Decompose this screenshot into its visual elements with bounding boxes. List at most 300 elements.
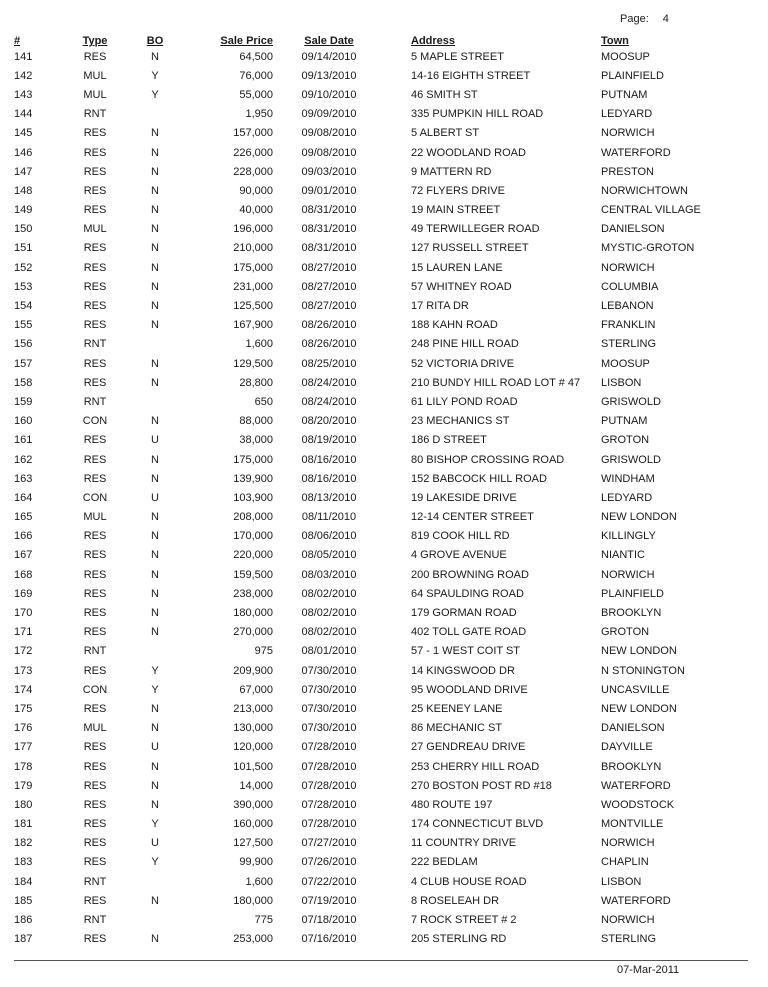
- cell-type: RES: [83, 434, 107, 447]
- cell-type: RES: [83, 894, 107, 907]
- cell-sale-price: 208,000: [233, 511, 273, 524]
- cell-bo: [140, 335, 170, 354]
- cell-number: 157: [14, 357, 33, 370]
- column-spacer: [385, 258, 411, 277]
- cell-address: 188 KAHN ROAD: [411, 319, 498, 332]
- cell-bo: N: [151, 702, 159, 715]
- cell-type: RES: [83, 300, 107, 313]
- cell-town: N STONINGTON: [601, 664, 685, 677]
- column-spacer: [385, 872, 411, 891]
- table-row: [14, 853, 761, 872]
- cell-sale-price: 390,000: [233, 798, 273, 811]
- cell-address: 49 TERWILLEGER ROAD: [411, 223, 540, 236]
- cell-address: 7 ROCK STREET # 2: [411, 914, 517, 927]
- cell-address: 14-16 EIGHTH STREET: [411, 69, 531, 82]
- table-row: [14, 738, 761, 757]
- cell-number: 146: [14, 146, 33, 159]
- cell-address: 80 BISHOP CROSSING ROAD: [411, 453, 565, 466]
- table-row: [14, 239, 761, 258]
- table-row: [14, 66, 761, 85]
- cell-type: RES: [83, 664, 107, 677]
- cell-town: DANIELSON: [601, 722, 665, 735]
- cell-sale-price: 76,000: [239, 69, 273, 82]
- cell-number: 148: [14, 184, 33, 197]
- cell-bo: N: [151, 261, 159, 274]
- cell-sale-date: 08/31/2010: [301, 223, 357, 236]
- cell-sale-price: 213,000: [233, 702, 273, 715]
- column-spacer: [385, 335, 411, 354]
- column-spacer: [385, 143, 411, 162]
- cell-address: 86 MECHANIC ST: [411, 722, 503, 735]
- cell-number: 170: [14, 607, 33, 620]
- cell-address: 205 STERLING RD: [411, 933, 507, 946]
- cell-bo: Y: [151, 683, 159, 696]
- cell-type: RES: [83, 856, 107, 869]
- table-row: [14, 565, 761, 584]
- cell-address: 270 BOSTON POST RD #18: [411, 779, 552, 792]
- cell-number: 159: [14, 395, 33, 408]
- cell-bo: N: [151, 127, 159, 140]
- cell-sale-date: 08/11/2010: [301, 511, 357, 524]
- cell-sale-price: 167,900: [233, 319, 273, 332]
- cell-sale-price: 175,000: [233, 453, 273, 466]
- cell-address: 402 TOLL GATE ROAD: [411, 626, 527, 639]
- cell-bo: N: [151, 280, 159, 293]
- cell-number: 173: [14, 664, 33, 677]
- cell-sale-price: 38,000: [239, 434, 273, 447]
- column-spacer: [385, 469, 411, 488]
- cell-type: RNT: [83, 875, 107, 888]
- cell-bo: N: [151, 568, 159, 581]
- cell-sale-date: 07/26/2010: [301, 856, 357, 869]
- cell-sale-price: 253,000: [233, 933, 273, 946]
- cell-sale-date: 09/01/2010: [301, 184, 357, 197]
- cell-town: NORWICH: [601, 914, 655, 927]
- cell-number: 171: [14, 626, 33, 639]
- cell-address: 23 MECHANICS ST: [411, 415, 510, 428]
- cell-number: 167: [14, 549, 33, 562]
- cell-address: 52 VICTORIA DRIVE: [411, 357, 515, 370]
- cell-number: 144: [14, 108, 33, 121]
- cell-sale-date: 08/13/2010: [301, 491, 357, 504]
- cell-town: MOOSUP: [601, 50, 650, 63]
- col-header-address: Address: [411, 35, 456, 47]
- cell-bo: N: [151, 530, 159, 543]
- cell-bo: [140, 910, 170, 929]
- cell-type: RES: [83, 165, 107, 178]
- cell-sale-price: 101,500: [233, 760, 273, 773]
- cell-address: 200 BROWNING ROAD: [411, 568, 529, 581]
- cell-sale-date: 07/30/2010: [301, 722, 357, 735]
- page-number-label: [620, 13, 669, 25]
- cell-number: 179: [14, 779, 33, 792]
- cell-address: 4 GROVE AVENUE: [411, 549, 507, 562]
- cell-address: 15 LAUREN LANE: [411, 261, 503, 274]
- cell-sale-price: 67,000: [239, 683, 273, 696]
- cell-sale-price: 175,000: [233, 261, 273, 274]
- cell-number: 143: [14, 88, 33, 101]
- cell-type: MUL: [83, 511, 107, 524]
- table-row: [14, 354, 761, 373]
- cell-type: RNT: [83, 108, 107, 121]
- cell-type: RES: [83, 779, 107, 792]
- cell-address: 152 BABCOCK HILL ROAD: [411, 472, 547, 485]
- cell-bo: [140, 392, 170, 411]
- cell-town: BROOKLYN: [601, 607, 662, 620]
- col-header-sale-date: Sale Date: [304, 35, 354, 47]
- table-row: [14, 335, 761, 354]
- cell-town: UNCASVILLE: [601, 683, 670, 696]
- cell-town: COLUMBIA: [601, 280, 659, 293]
- cell-address: 19 LAKESIDE DRIVE: [411, 491, 517, 504]
- cell-sale-date: 07/22/2010: [301, 875, 357, 888]
- table-row: [14, 469, 761, 488]
- cell-type: RES: [83, 760, 107, 773]
- cell-number: 169: [14, 587, 33, 600]
- footer-date: 07-Mar-2011: [617, 964, 680, 976]
- cell-sale-date: 09/08/2010: [301, 146, 357, 159]
- cell-number: 153: [14, 280, 33, 293]
- column-spacer: [385, 834, 411, 853]
- column-spacer: [385, 930, 411, 949]
- cell-sale-price: 226,000: [233, 146, 273, 159]
- cell-town: NORWICH: [601, 127, 655, 140]
- cell-number: 155: [14, 319, 33, 332]
- cell-type: RES: [83, 626, 107, 639]
- cell-type: RES: [83, 146, 107, 159]
- cell-number: 156: [14, 338, 33, 351]
- cell-sale-price: 210,000: [233, 242, 273, 255]
- cell-sale-date: 08/20/2010: [301, 415, 357, 428]
- cell-number: 176: [14, 722, 33, 735]
- column-spacer: [385, 354, 411, 373]
- table-row: [14, 891, 761, 910]
- cell-town: WATERFORD: [601, 894, 671, 907]
- cell-sale-date: 09/14/2010: [301, 50, 357, 63]
- column-spacer: [385, 181, 411, 200]
- cell-type: RES: [83, 357, 107, 370]
- cell-number: 183: [14, 856, 33, 869]
- cell-type: RES: [83, 50, 107, 63]
- cell-address: 12-14 CENTER STREET: [411, 511, 534, 524]
- cell-address: 4 CLUB HOUSE ROAD: [411, 875, 527, 888]
- cell-bo: N: [151, 760, 159, 773]
- cell-sale-price: 180,000: [233, 607, 273, 620]
- cell-number: 147: [14, 165, 33, 178]
- cell-number: 164: [14, 491, 33, 504]
- cell-number: 163: [14, 472, 33, 485]
- col-header-sale-price: Sale Price: [220, 35, 273, 47]
- column-spacer: [385, 508, 411, 527]
- table-row: [14, 47, 761, 66]
- cell-sale-date: 07/30/2010: [301, 664, 357, 677]
- cell-sale-price: 88,000: [239, 415, 273, 428]
- cell-town: DAYVILLE: [601, 741, 653, 754]
- cell-bo: Y: [151, 69, 159, 82]
- cell-type: MUL: [83, 722, 107, 735]
- cell-type: RES: [83, 127, 107, 140]
- table-body: [14, 47, 761, 949]
- cell-town: KILLINGLY: [601, 530, 656, 543]
- cell-bo: U: [151, 741, 159, 754]
- cell-number: 174: [14, 683, 33, 696]
- table-row: [14, 546, 761, 565]
- cell-sale-price: 125,500: [233, 300, 273, 313]
- cell-address: 335 PUMPKIN HILL ROAD: [411, 108, 544, 121]
- column-spacer: [385, 623, 411, 642]
- cell-town: PLAINFIELD: [601, 69, 664, 82]
- cell-town: NEW LONDON: [601, 511, 677, 524]
- cell-bo: N: [151, 184, 159, 197]
- cell-bo: N: [151, 587, 159, 600]
- cell-sale-price: 120,000: [233, 741, 273, 754]
- cell-town: LEBANON: [601, 300, 654, 313]
- cell-town: STERLING: [601, 338, 657, 351]
- cell-sale-price: 231,000: [233, 280, 273, 293]
- cell-type: RES: [83, 242, 107, 255]
- cell-type: CON: [82, 415, 108, 428]
- cell-type: RES: [83, 472, 107, 485]
- cell-sale-date: 07/16/2010: [301, 933, 357, 946]
- cell-sale-price: 196,000: [233, 223, 273, 236]
- cell-town: NORWICH: [601, 261, 655, 274]
- column-spacer: [385, 124, 411, 143]
- cell-sale-price: 64,500: [239, 50, 273, 63]
- cell-sale-price: 28,800: [239, 376, 273, 389]
- cell-type: RNT: [83, 395, 107, 408]
- table-row: [14, 392, 761, 411]
- cell-bo: N: [151, 722, 159, 735]
- cell-bo: N: [151, 146, 159, 159]
- cell-sale-date: 08/03/2010: [301, 568, 357, 581]
- table-row: [14, 680, 761, 699]
- cell-type: RNT: [83, 645, 107, 658]
- cell-number: 180: [14, 798, 33, 811]
- col-header-town: Town: [601, 35, 629, 47]
- cell-type: RES: [83, 261, 107, 274]
- cell-town: LISBON: [601, 376, 642, 389]
- col-header-bo: BO: [146, 35, 164, 47]
- column-spacer: [385, 85, 411, 104]
- cell-bo: N: [151, 165, 159, 178]
- cell-address: 480 ROUTE 197: [411, 798, 493, 811]
- cell-sale-price: 975: [254, 645, 273, 658]
- cell-bo: N: [151, 472, 159, 485]
- table-row: [14, 661, 761, 680]
- cell-address: 179 GORMAN ROAD: [411, 607, 517, 620]
- cell-number: 177: [14, 741, 33, 754]
- cell-type: RES: [83, 530, 107, 543]
- cell-sale-price: 127,500: [233, 837, 273, 850]
- cell-sale-price: 228,000: [233, 165, 273, 178]
- column-spacer: [385, 527, 411, 546]
- cell-number: 185: [14, 894, 33, 907]
- cell-address: 22 WOODLAND ROAD: [411, 146, 526, 159]
- column-spacer: [385, 757, 411, 776]
- cell-sale-date: 07/28/2010: [301, 779, 357, 792]
- cell-number: 168: [14, 568, 33, 581]
- cell-town: NEW LONDON: [601, 702, 677, 715]
- column-spacer: [385, 776, 411, 795]
- cell-bo: Y: [151, 818, 159, 831]
- cell-sale-date: 09/08/2010: [301, 127, 357, 140]
- cell-type: RES: [83, 549, 107, 562]
- column-spacer: [385, 431, 411, 450]
- column-spacer: [385, 373, 411, 392]
- cell-bo: Y: [151, 856, 159, 869]
- cell-address: 127 RUSSELL STREET: [411, 242, 529, 255]
- cell-bo: U: [151, 491, 159, 504]
- cell-number: 158: [14, 376, 33, 389]
- column-spacer: [385, 910, 411, 929]
- cell-town: LEDYARD: [601, 491, 653, 504]
- table-row: [14, 124, 761, 143]
- cell-sale-date: 07/30/2010: [301, 683, 357, 696]
- cell-number: 181: [14, 818, 33, 831]
- table-row: [14, 316, 761, 335]
- cell-address: 819 COOK HILL RD: [411, 530, 510, 543]
- cell-sale-price: 1,950: [245, 108, 273, 121]
- cell-town: GROTON: [601, 434, 650, 447]
- column-spacer: [385, 815, 411, 834]
- table-row: [14, 296, 761, 315]
- cell-town: NEW LONDON: [601, 645, 677, 658]
- cell-type: RES: [83, 933, 107, 946]
- cell-type: RES: [83, 837, 107, 850]
- table-row: [14, 277, 761, 296]
- cell-number: 165: [14, 511, 33, 524]
- cell-number: 184: [14, 875, 33, 888]
- cell-type: RES: [83, 568, 107, 581]
- cell-town: PLAINFIELD: [601, 587, 664, 600]
- cell-bo: Y: [151, 664, 159, 677]
- table-row: [14, 930, 761, 949]
- cell-number: 145: [14, 127, 33, 140]
- cell-sale-date: 08/02/2010: [301, 607, 357, 620]
- cell-type: RES: [83, 376, 107, 389]
- cell-town: MONTVILLE: [601, 818, 664, 831]
- cell-address: 174 CONNECTICUT BLVD: [411, 818, 544, 831]
- cell-sale-price: 270,000: [233, 626, 273, 639]
- cell-address: 11 COUNTRY DRIVE: [411, 837, 517, 850]
- cell-address: 61 LILY POND ROAD: [411, 395, 518, 408]
- cell-type: RES: [83, 204, 107, 217]
- table-row: [14, 412, 761, 431]
- column-spacer: [385, 661, 411, 680]
- cell-type: MUL: [83, 223, 107, 236]
- cell-sale-price: 209,900: [233, 664, 273, 677]
- cell-town: WINDHAM: [601, 472, 655, 485]
- cell-address: 27 GENDREAU DRIVE: [411, 741, 526, 754]
- cell-sale-date: 09/03/2010: [301, 165, 357, 178]
- table-row: [14, 450, 761, 469]
- cell-town: NORWICH: [601, 568, 655, 581]
- cell-town: FRANKLIN: [601, 319, 656, 332]
- cell-sale-price: 130,000: [233, 722, 273, 735]
- cell-address: 186 D STREET: [411, 434, 487, 447]
- cell-type: RES: [83, 184, 107, 197]
- cell-sale-date: 07/19/2010: [301, 894, 357, 907]
- cell-town: WOODSTOCK: [601, 798, 675, 811]
- cell-sale-price: 129,500: [233, 357, 273, 370]
- cell-sale-date: 07/27/2010: [301, 837, 357, 850]
- cell-sale-price: 1,600: [245, 875, 273, 888]
- cell-number: 151: [14, 242, 33, 255]
- column-spacer: [385, 201, 411, 220]
- cell-number: 154: [14, 300, 33, 313]
- cell-town: GRISWOLD: [601, 453, 661, 466]
- page-number: 4: [662, 13, 669, 25]
- cell-sale-date: 08/27/2010: [301, 300, 357, 313]
- cell-sale-date: 08/16/2010: [301, 453, 357, 466]
- cell-sale-date: 08/19/2010: [301, 434, 357, 447]
- table-row: [14, 815, 761, 834]
- cell-sale-date: 08/26/2010: [301, 338, 357, 351]
- cell-sale-price: 775: [254, 914, 273, 927]
- cell-bo: N: [151, 50, 159, 63]
- cell-type: MUL: [83, 69, 107, 82]
- cell-town: GROTON: [601, 626, 650, 639]
- cell-sale-date: 08/24/2010: [301, 376, 357, 389]
- col-header-number: #: [14, 35, 21, 47]
- cell-bo: N: [151, 357, 159, 370]
- table-row: [14, 105, 761, 124]
- cell-number: 161: [14, 434, 33, 447]
- cell-type: CON: [82, 683, 108, 696]
- cell-type: RES: [83, 319, 107, 332]
- table-row: [14, 623, 761, 642]
- cell-sale-date: 07/30/2010: [301, 702, 357, 715]
- column-spacer: [385, 105, 411, 124]
- cell-bo: N: [151, 204, 159, 217]
- cell-type: RES: [83, 587, 107, 600]
- cell-bo: N: [151, 415, 159, 428]
- cell-sale-price: 1,600: [245, 338, 273, 351]
- column-spacer: [385, 47, 411, 66]
- column-spacer: [385, 795, 411, 814]
- cell-bo: N: [151, 779, 159, 792]
- cell-bo: N: [151, 300, 159, 313]
- column-spacer: [385, 31, 411, 47]
- table-row: [14, 201, 761, 220]
- cell-type: MUL: [83, 88, 107, 101]
- cell-type: RES: [83, 453, 107, 466]
- column-spacer: [385, 719, 411, 738]
- cell-number: 186: [14, 914, 33, 927]
- table-row: [14, 795, 761, 814]
- cell-sale-price: 180,000: [233, 894, 273, 907]
- cell-number: 172: [14, 645, 33, 658]
- cell-sale-price: 220,000: [233, 549, 273, 562]
- cell-bo: [140, 105, 170, 124]
- cell-sale-date: 07/28/2010: [301, 818, 357, 831]
- table-row: [14, 143, 761, 162]
- cell-address: 95 WOODLAND DRIVE: [411, 683, 528, 696]
- cell-number: 187: [14, 933, 33, 946]
- cell-type: RES: [83, 280, 107, 293]
- cell-address: 57 WHITNEY ROAD: [411, 280, 512, 293]
- cell-address: 8 ROSELEAH DR: [411, 894, 500, 907]
- cell-bo: U: [151, 837, 159, 850]
- footer-divider: [14, 960, 748, 961]
- table-row: [14, 642, 761, 661]
- table-row: [14, 162, 761, 181]
- cell-sale-date: 08/16/2010: [301, 472, 357, 485]
- cell-number: 142: [14, 69, 33, 82]
- cell-town: WATERFORD: [601, 779, 671, 792]
- cell-sale-date: 08/01/2010: [301, 645, 357, 658]
- cell-type: RNT: [83, 338, 107, 351]
